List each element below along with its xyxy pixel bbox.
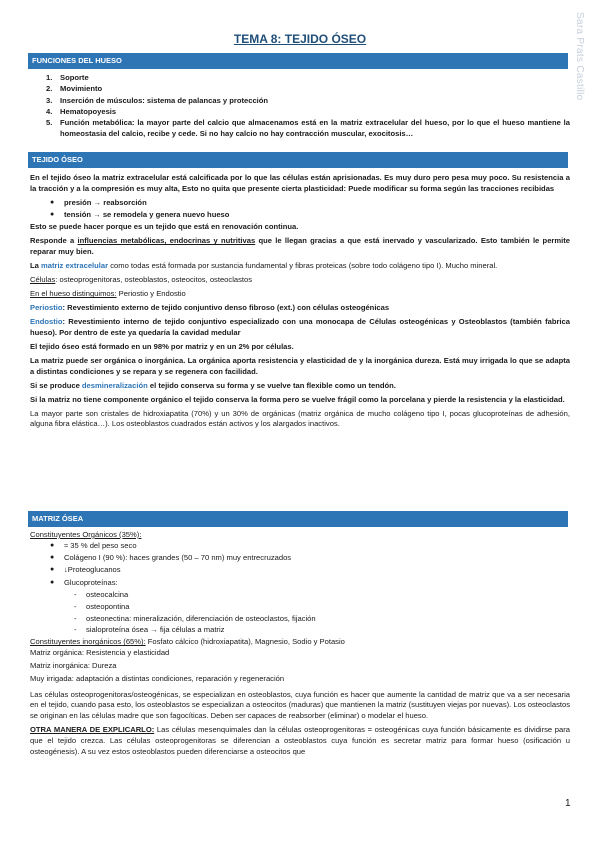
paragraph: Matriz orgánica: Resistencia y elasticidad	[30, 647, 170, 657]
paragraph: La mayor parte son cristales de hidroxiapatita (70%) y un 30% de orgánicas (matriz orgánica de mucho colágeno tipo I, pocas glucoproteínas de adhesión, alguna fibra elástica…). Los osteoblastos cuadrados están activos y los alargados inactivos.	[30, 408, 570, 429]
highlighted-term: desmineralización	[81, 380, 148, 390]
list-item-text: tensión → se remodela y genera nuevo hueso	[64, 210, 230, 220]
highlighted-term: Endostio	[30, 317, 63, 327]
list-item	[30, 625, 570, 636]
list-item	[30, 96, 570, 107]
list-item	[30, 73, 570, 84]
bullet-icon: ●	[50, 554, 55, 562]
list-item	[30, 565, 570, 576]
list-item	[30, 553, 570, 564]
dash-icon: -	[74, 601, 77, 611]
section-header-matriz: MATRIZ ÓSEA	[28, 511, 568, 527]
list-item-text: presión → reabsorción	[64, 197, 147, 207]
dash-icon: -	[74, 589, 77, 599]
list-item	[30, 118, 570, 140]
text-run: como todas está formada por sustancia fundamental y fibras proteicas (sobre todo colágeno tipo I). Mucho mineral.	[108, 261, 498, 271]
funciones-list	[30, 73, 570, 140]
list-item-text: ≈ 35 % del peso seco	[64, 540, 137, 550]
list-item-text: ↓Proteoglucanos	[64, 565, 121, 575]
paragraph	[30, 725, 570, 757]
paragraph	[30, 236, 570, 258]
dash-icon: -	[74, 613, 77, 623]
dash-list	[30, 590, 570, 636]
list-item	[30, 107, 570, 118]
list-item-text: osteopontina	[86, 601, 130, 611]
bullet-icon: ●	[50, 541, 55, 549]
paragraph: Las células osteoprogenitoras/osteogénicas, se especializan en osteoblastos, cuya función es hacer que aumente la cantidad de matriz que va a ser necesaria en el tejido, cuando pasa esto, los osteoblastos se especializan a osteocitos (maduras) que mantienen la matriz (sustituyen viejas por nuevas). Los osteoclastos se originan en las células madre que son fagocíticas. Deben ser capaces de reabsorber (eliminar) o modelar el hueso.	[30, 689, 570, 721]
paragraph: Muy irrigada: adaptación a distintas condiciones, reparación y regeneración	[30, 673, 285, 683]
list-item	[30, 210, 570, 221]
text-run: Fosfato cálcico (hidroxiapatita), Magnesio, Sodio y Potasio	[145, 637, 345, 647]
text-run: : Revestimiento externo de tejido conjuntivo denso fibroso (ext.) con células osteogénicas	[62, 303, 390, 313]
bullet-icon: ●	[50, 211, 55, 219]
paragraph	[30, 637, 570, 648]
funciones-list-block	[30, 73, 570, 140]
page-title: TEMA 8: TEJIDO ÓSEO	[233, 32, 367, 46]
paragraph: Si la matriz no tiene componente orgánico el tejido conserva la forma pero se vuelve frágil como la porcelana y pierde la resistencia y la elasticidad.	[30, 394, 565, 404]
highlighted-term: matriz extracelular	[40, 261, 109, 271]
matriz-content	[30, 530, 570, 761]
list-number: 2.	[46, 84, 53, 94]
list-item	[30, 198, 570, 209]
section-header-tejido: TEJIDO ÓSEO	[28, 152, 568, 168]
list-number: 1.	[46, 73, 53, 82]
list-item-text: Soporte	[60, 73, 89, 82]
highlighted-term: Periostio	[30, 303, 63, 313]
list-item	[30, 602, 570, 613]
author-watermark: Sara Prats Castillo	[574, 12, 585, 101]
list-item-text: Movimiento	[60, 84, 103, 94]
list-item-text: Inserción de músculos: sistema de palancas y protección	[60, 95, 269, 105]
paragraph	[30, 381, 570, 392]
underlined-text: Constituyentes inorgánicos (65%):	[30, 637, 146, 647]
text-run: que le llegan gracias a que está inervado y vascularizado. Esto también le permite reparar muy bien.	[30, 236, 570, 257]
text-run: Las células mesenquimales dan la células osteoprogenitoras = osteogénicas cuya función básicamente es dividirse para que el tejido crezca. Las células osteoprogenitoras se diferencian a osteoblastos cuya función es secretar matriz para formar hueso (osificación u osteogénesis). A su vez estos osteoblastos pueden diferenciarse a osteocitos que	[30, 725, 571, 756]
bullet-icon: ●	[50, 578, 55, 586]
underlined-text: Constituyentes Orgánicos (35%):	[30, 530, 142, 539]
list-item	[30, 541, 570, 552]
paragraph: Matriz inorgánica: Dureza	[30, 660, 117, 670]
list-number: 4.	[46, 106, 53, 116]
paragraph	[30, 317, 570, 339]
text-run: La	[30, 261, 41, 271]
bullet-icon: ●	[50, 198, 55, 206]
paragraph: En el tejido óseo la matriz extracelular está calcificada por lo que las células están aprisionadas. Es muy duro pero pesa muy poco. Su resistencia a la tracción y a la compresión es muy alta, Esto no quita que presente cierta plasticidad: Puede modificar su forma según las tracciones recibidas	[30, 173, 570, 193]
text-run: Responde a	[30, 236, 78, 246]
list-item-text: osteocalcina	[86, 589, 129, 599]
list-number: 3.	[46, 95, 53, 105]
list-item-text: osteonectina: mineralización, diferenciación de osteoclastos, fijación	[86, 613, 316, 623]
dash-icon: -	[74, 625, 77, 635]
bullet-icon: ●	[50, 566, 55, 574]
underlined-text: OTRA MANERA DE EXPLICARLO:	[30, 725, 155, 735]
text-run: Si se produce	[30, 380, 82, 390]
paragraph	[30, 275, 570, 286]
list-number: 5.	[46, 118, 53, 128]
list-item-text: Función metabólica: la mayor parte del calcio que almacenamos está en la matriz extracelular del hueso, por lo que el hueso mantiene la homeostasia del calcio, recibe y cede. Si no hay calcio no hay contracción muscular, exocitosis…	[60, 118, 570, 138]
text-run: el tejido conserva su forma y se vuelve tan flexible como un tendón.	[147, 380, 396, 390]
list-item	[30, 578, 570, 589]
bullet-list	[30, 198, 570, 221]
text-run: : Revestimiento interno de tejido conjuntivo especializado con una monocapa de Células osteogénicas y Osteoblastos (también fabrica hueso). Por dentro de este ya quedaría la cavidad medular	[30, 317, 570, 337]
paragraph: La matriz puede ser orgánica o inorgánica. La orgánica aporta resistencia y elasticidad de y la inorgánica dureza. Está muy irrigada lo que se adapta a distintas condiciones y se repara y se regenera con facilidad.	[30, 355, 570, 376]
tejido-content	[30, 173, 570, 433]
list-item-text: Colágeno I (90 %): haces grandes (50 – 70 nm) muy entrecruzados	[64, 553, 292, 563]
page-number: 1	[565, 798, 571, 809]
text-run: Periostio y Endostio	[116, 289, 186, 299]
underlined-text: Células	[30, 275, 56, 285]
paragraph	[30, 289, 570, 300]
list-item-text: sialoproteína ósea → fija células a matriz	[86, 625, 225, 635]
section-header-funciones: FUNCIONES DEL HUESO	[28, 53, 568, 69]
bullet-list	[30, 541, 570, 589]
list-item	[30, 84, 570, 95]
paragraph	[30, 261, 570, 272]
list-item-text: Hematopoyesis	[60, 106, 117, 116]
paragraph: El tejido óseo está formado en un 98% por matriz y en un 2% por células.	[30, 341, 294, 351]
underlined-text: En el hueso distinguimos:	[30, 289, 117, 299]
list-item	[30, 614, 570, 625]
list-item	[30, 590, 570, 601]
list-item-text: Glucoproteínas:	[64, 577, 118, 587]
paragraph	[30, 530, 570, 541]
paragraph	[30, 303, 570, 314]
paragraph: Esto se puede hacer porque es un tejido que está en renovación continua.	[30, 222, 299, 232]
underlined-text: influencias metabólicas, endocrinas y nutritivas	[77, 236, 256, 246]
text-run: : osteoprogenitoras, osteoblastos, osteocitos, osteoclastos	[55, 275, 253, 285]
